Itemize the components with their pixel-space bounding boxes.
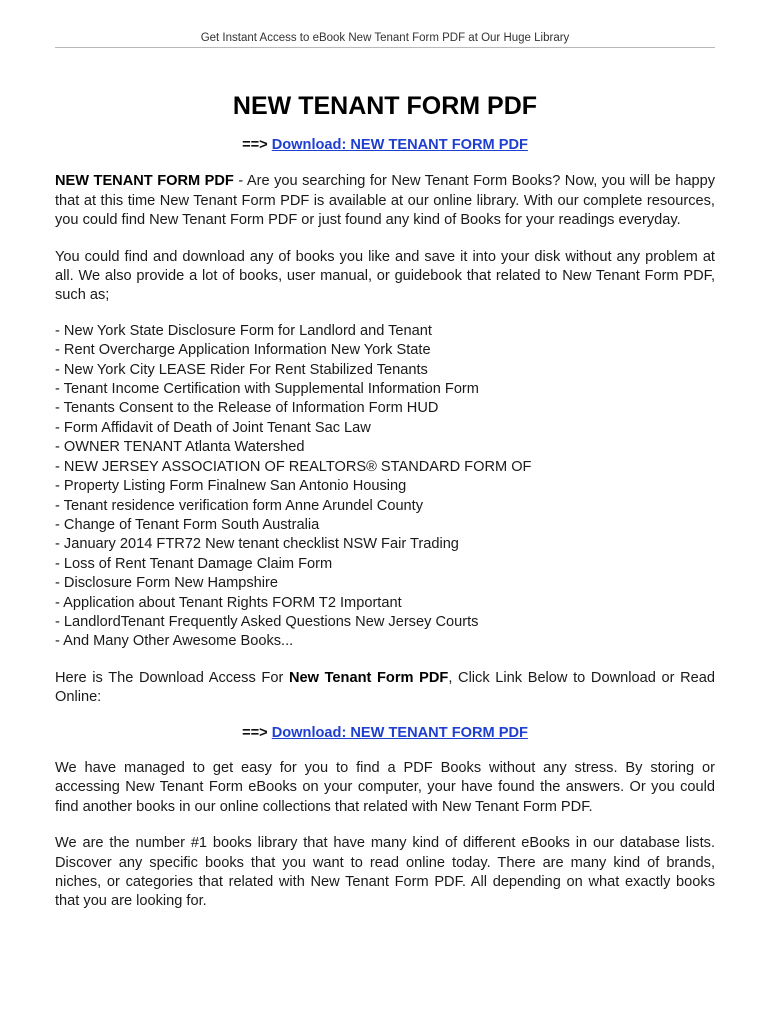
related-books-intro: You could find and download any of books you like and save it into your disk without any problem at all. We also provide a lot of books, user manual, or guidebook that related to New Tenant Form PDF, such as; bbox=[55, 248, 715, 304]
access-prefix: Here is The Download Access For bbox=[55, 669, 289, 686]
intro-text: - Are you searching for New Tenant Form Books? Now, you will be happy that at this time New Tenant Form PDF is available at our online library. With our complete resources, you could find New Tenant Form PDF or just found any kind of Books for your readings everyday. bbox=[55, 173, 715, 229]
book-list-item: - LandlordTenant Frequently Asked Questions New Jersey Courts bbox=[55, 613, 479, 630]
book-list-item: - Tenant residence verification form Anne Arundel County bbox=[55, 497, 424, 514]
download-arrow: ==> bbox=[242, 724, 268, 741]
intro-paragraph bbox=[55, 172, 715, 230]
book-list-item: - OWNER TENANT Atlanta Watershed bbox=[55, 439, 305, 456]
book-list-item: - January 2014 FTR72 New tenant checklist NSW Fair Trading bbox=[55, 536, 459, 553]
download-arrow: ==> bbox=[242, 137, 268, 153]
book-list-item: - Form Affidavit of Death of Joint Tenant Sac Law bbox=[55, 419, 371, 436]
document-body bbox=[55, 88, 715, 912]
access-suffix: , Click Link Below to Download or Read Online: bbox=[55, 669, 715, 706]
document-title: NEW TENANT FORM PDF bbox=[232, 92, 538, 120]
access-bold-title: New Tenant Form PDF bbox=[288, 669, 449, 686]
book-list-item: - Tenant Income Certification with Supplemental Information Form bbox=[55, 381, 479, 398]
header-divider bbox=[55, 47, 715, 48]
book-list-item: - Disclosure Form New Hampshire bbox=[55, 575, 279, 592]
book-list-item: - NEW JERSEY ASSOCIATION OF REALTORS® STANDARD FORM OF bbox=[55, 458, 532, 475]
book-list-item: - Tenants Consent to the Release of Information Form HUD bbox=[55, 400, 439, 417]
intro-bold-title: NEW TENANT FORM PDF bbox=[55, 173, 234, 190]
book-list-item: - Change of Tenant Form South Australia bbox=[55, 516, 320, 533]
easy-access-paragraph: We have managed to get easy for you to find a PDF Books without any stress. By storing or accessing New Tenant Form eBooks on your computer, your have found the answers. Or you could find another books in our online collections that related with New Tenant Form PDF. bbox=[55, 759, 715, 815]
running-header: Get Instant Access to eBook New Tenant Form PDF at Our Huge Library bbox=[200, 32, 570, 44]
download-link-bottom[interactable]: Download: NEW TENANT FORM PDF bbox=[271, 724, 528, 741]
download-link-top[interactable]: Download: NEW TENANT FORM PDF bbox=[271, 137, 528, 153]
book-list bbox=[55, 322, 715, 652]
book-list-item: - And Many Other Awesome Books... bbox=[55, 633, 294, 650]
library-paragraph: We are the number #1 books library that have many kind of different eBooks in our database lists. Discover any specific books that you want to read online today. There are many kind of brands, niches, or categories that related with New Tenant Form PDF. All depending on what exactly books that you are looking for. bbox=[55, 835, 715, 910]
book-list-item: - Application about Tenant Rights FORM T2 Important bbox=[55, 594, 402, 611]
download-line-top bbox=[55, 136, 715, 155]
book-list-item: - New York State Disclosure Form for Landlord and Tenant bbox=[55, 322, 432, 339]
book-list-item: - Property Listing Form Finalnew San Antonio Housing bbox=[55, 478, 407, 495]
book-list-item: - Loss of Rent Tenant Damage Claim Form bbox=[55, 555, 333, 572]
download-access-paragraph bbox=[55, 669, 715, 708]
book-list-item: - Rent Overcharge Application Information New York State bbox=[55, 342, 431, 359]
book-list-item: - New York City LEASE Rider For Rent Stabilized Tenants bbox=[55, 361, 428, 378]
download-line-bottom bbox=[55, 724, 715, 743]
